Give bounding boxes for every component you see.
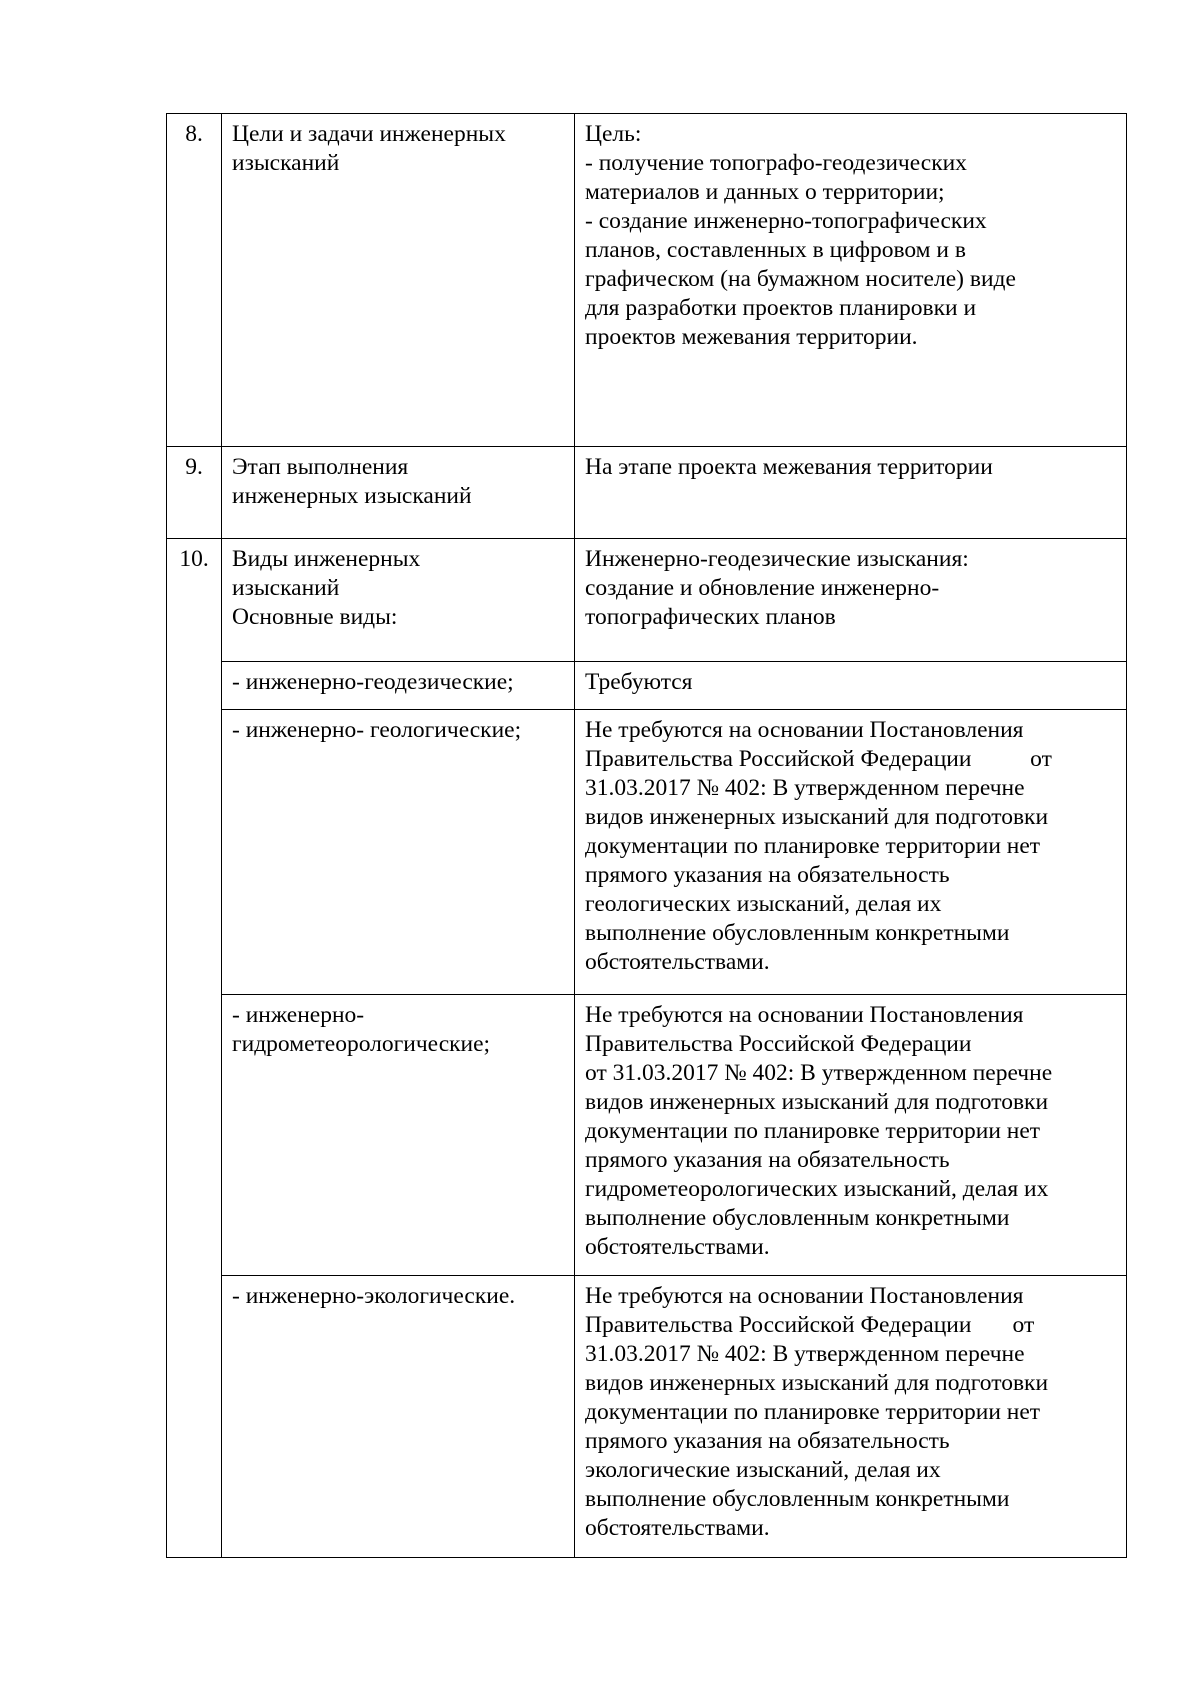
subrow-value-line: видов инженерных изысканий для подготовки bbox=[585, 1370, 1049, 1396]
subrow-value-line: видов инженерных изысканий для подготовки bbox=[585, 1089, 1049, 1115]
row-value-line: проектов межевания территории. bbox=[585, 324, 918, 350]
row-number: 9. bbox=[167, 447, 222, 539]
row-value-line: На этапе проекта межевания территории bbox=[585, 454, 993, 480]
row-name-line: Основные виды: bbox=[232, 604, 398, 630]
row-value-line: - создание инженерно-топографических bbox=[585, 208, 987, 234]
row-value-line: Инженерно-геодезические изыскания: bbox=[585, 546, 969, 572]
requirements-table bbox=[166, 113, 1127, 1558]
row-value-line: для разработки проектов планировки и bbox=[585, 295, 977, 321]
subrow-value-line: геологических изысканий, делая их bbox=[585, 891, 942, 917]
subrow-name-cell bbox=[222, 662, 575, 710]
subrow-name-cell bbox=[222, 710, 575, 995]
subrow-value-cell bbox=[575, 1276, 1127, 1558]
row-number: 8. bbox=[167, 114, 222, 447]
subrow-value-line: видов инженерных изысканий для подготовки bbox=[585, 804, 1049, 830]
subrow-value-cell bbox=[575, 662, 1127, 710]
subrow-value-line: Правительства Российской Федерации bbox=[585, 1031, 972, 1057]
subrow-value-line: обстоятельствами. bbox=[585, 1234, 770, 1260]
row-value-cell bbox=[575, 539, 1127, 662]
subrow-value-line: гидрометеорологических изысканий, делая их bbox=[585, 1176, 1049, 1202]
subrow-value-line: выполнение обусловленным конкретными bbox=[585, 1205, 1010, 1231]
row-name-line: Этап выполнения bbox=[232, 454, 409, 480]
subrow-value-line: Не требуются на основании Постановления bbox=[585, 1002, 1024, 1028]
subrow-value-line: обстоятельствами. bbox=[585, 1515, 770, 1541]
subrow-value-line: прямого указания на обязательность bbox=[585, 1147, 950, 1173]
row-number: 10. bbox=[167, 539, 222, 1558]
subrow-value-line: от 31.03.2017 № 402: В утвержденном перечне bbox=[585, 1060, 1053, 1086]
row-value-line: топографических планов bbox=[585, 604, 836, 630]
subrow-value-line: экологические изысканий, делая их bbox=[585, 1457, 941, 1483]
subrow-value-line: прямого указания на обязательность bbox=[585, 862, 950, 888]
subrow-name-cell bbox=[222, 1276, 575, 1558]
table-subrow bbox=[167, 710, 1127, 995]
row-value-line: материалов и данных о территории; bbox=[585, 179, 945, 205]
subrow-value-line: выполнение обусловленным конкретными bbox=[585, 920, 1010, 946]
table-subrow bbox=[167, 662, 1127, 710]
subrow-name-line: - инженерно- bbox=[232, 1002, 365, 1028]
subrow-value-line: выполнение обусловленным конкретными bbox=[585, 1486, 1010, 1512]
table-row bbox=[167, 539, 1127, 662]
row-name-line: инженерных изысканий bbox=[232, 483, 472, 509]
subrow-value-line: документации по планировке территории нет bbox=[585, 1118, 1041, 1144]
subrow-value-cell bbox=[575, 710, 1127, 995]
subrow-value-line: прямого указания на обязательность bbox=[585, 1428, 950, 1454]
row-name-line: изысканий bbox=[232, 150, 340, 176]
subrow-value-cell bbox=[575, 995, 1127, 1276]
subrow-value-line: Не требуются на основании Постановления bbox=[585, 1283, 1024, 1309]
subrow-name-line: - инженерно-геодезические; bbox=[232, 669, 514, 695]
subrow-value-line: 31.03.2017 № 402: В утвержденном перечне bbox=[585, 1341, 1025, 1367]
row-value-line: - получение топографо-геодезических bbox=[585, 150, 967, 176]
row-value-line: графическом (на бумажном носителе) виде bbox=[585, 266, 1016, 292]
subrow-value-line: документации по планировке территории нет bbox=[585, 1399, 1041, 1425]
subrow-value-line: 31.03.2017 № 402: В утвержденном перечне bbox=[585, 775, 1025, 801]
subrow-value-line: Правительства Российской Федерации от bbox=[585, 746, 1052, 772]
subrow-value-line: документации по планировке территории нет bbox=[585, 833, 1041, 859]
subrow-value-line: Правительства Российской Федерации от bbox=[585, 1312, 1035, 1338]
subrow-value-line: обстоятельствами. bbox=[585, 949, 770, 975]
row-value-line: планов, составленных в цифровом и в bbox=[585, 237, 966, 263]
row-name-line: изысканий bbox=[232, 575, 340, 601]
subrow-name-line: гидрометеорологические; bbox=[232, 1031, 491, 1057]
row-value-line: Цель: bbox=[585, 121, 642, 147]
subrow-name-cell bbox=[222, 995, 575, 1276]
row-name-cell bbox=[222, 539, 575, 662]
table-subrow bbox=[167, 995, 1127, 1276]
table-subrow bbox=[167, 1276, 1127, 1558]
subrow-value-line: Требуются bbox=[585, 669, 693, 695]
row-name-cell bbox=[222, 114, 575, 447]
row-name-line: Виды инженерных bbox=[232, 546, 421, 572]
table-row bbox=[167, 447, 1127, 539]
row-name-cell bbox=[222, 447, 575, 539]
row-value-line: создание и обновление инженерно- bbox=[585, 575, 940, 601]
subrow-name-line: - инженерно-экологические. bbox=[232, 1283, 516, 1309]
table-row bbox=[167, 114, 1127, 447]
row-name-line: Цели и задачи инженерных bbox=[232, 121, 506, 147]
subrow-name-line: - инженерно- геологические; bbox=[232, 717, 522, 743]
row-value-cell bbox=[575, 447, 1127, 539]
row-value-cell bbox=[575, 114, 1127, 447]
subrow-value-line: Не требуются на основании Постановления bbox=[585, 717, 1024, 743]
